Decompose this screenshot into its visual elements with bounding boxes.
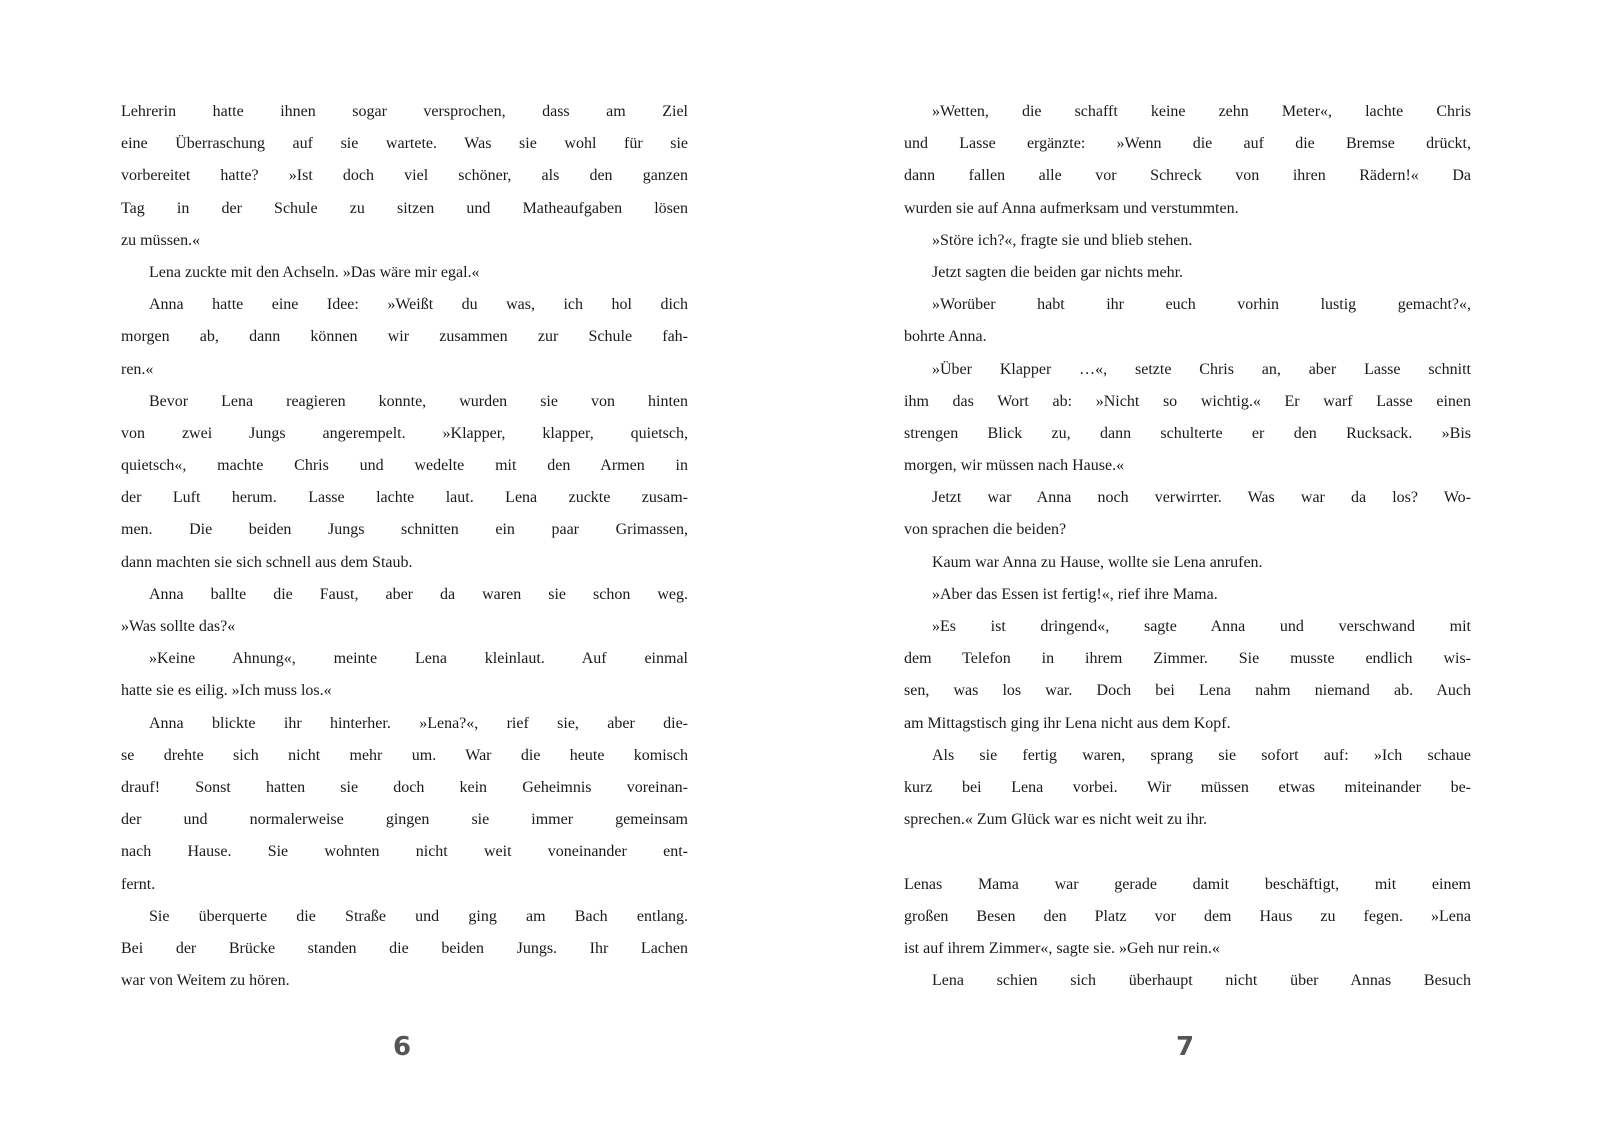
text-line: Bei der Brücke standen die beiden Jungs. Ihr Lachen <box>121 939 688 957</box>
left-page-text <box>121 103 688 1004</box>
text-line: Lena schien sich überhaupt nicht über Annas Besuch <box>932 972 1471 990</box>
text-line: fernt. <box>121 875 156 893</box>
text-line: war von Weitem zu hören. <box>121 972 290 990</box>
text-line: der und normalerweise gingen sie immer gemeinsam <box>121 811 688 829</box>
text-line <box>904 843 1471 875</box>
left-page-number: 6 <box>392 1032 412 1062</box>
text-line: der Luft herum. Lasse lachte laut. Lena zuckte zusam- <box>121 489 688 507</box>
text-line: Jetzt war Anna noch verwirrter. Was war da los? Wo- <box>932 489 1471 507</box>
text-line: sprechen.« Zum Glück war es nicht weit zu ihr. <box>904 811 1208 829</box>
right-page-number: 7 <box>1175 1032 1195 1062</box>
text-line: dem Telefon in ihrem Zimmer. Sie musste endlich wis- <box>904 650 1471 668</box>
text-line: großen Besen den Platz vor dem Haus zu fegen. »Lena <box>904 907 1471 925</box>
text-line: morgen ab, dann können wir zusammen zur Schule fah- <box>121 328 688 346</box>
text-line: Lehrerin hatte ihnen sogar versprochen, dass am Ziel <box>121 103 688 120</box>
text-line: quietsch«, machte Chris und wedelte mit den Armen in <box>121 457 688 475</box>
text-line: von sprachen die beiden? <box>904 521 1067 539</box>
text-line: sen, was los war. Doch bei Lena nahm niemand ab. Auch <box>904 682 1471 700</box>
text-line: Anna blickte ihr hinterher. »Lena?«, rief sie, aber die- <box>149 714 688 732</box>
text-line: »Keine Ahnung«, meinte Lena kleinlaut. Auf einmal <box>149 650 688 668</box>
text-line: »Störe ich?«, fragte sie und blieb stehen. <box>932 231 1193 249</box>
text-line: dann fallen alle vor Schreck von ihren Rädern!« Da <box>904 167 1471 185</box>
text-line: Anna ballte die Faust, aber da waren sie schon weg. <box>149 585 688 603</box>
text-line: »Über Klapper …«, setzte Chris an, aber Lasse schnitt <box>932 360 1471 378</box>
text-line: men. Die beiden Jungs schnitten ein paar Grimassen, <box>121 521 688 539</box>
text-line: strengen Blick zu, dann schulterte er den Rucksack. »Bis <box>904 424 1471 442</box>
text-line: ren.« <box>121 360 154 378</box>
text-line: se drehte sich nicht mehr um. War die heute komisch <box>121 746 688 764</box>
text-line: Anna hatte eine Idee: »Weißt du was, ich hol dich <box>149 296 688 314</box>
text-line: hatte sie es eilig. »Ich muss los.« <box>121 682 332 700</box>
right-page-text <box>904 103 1471 1004</box>
text-line: »Was sollte das?« <box>121 618 236 635</box>
text-line: Als sie fertig waren, sprang sie sofort auf: »Ich schaue <box>932 746 1471 764</box>
text-line: Bevor Lena reagieren konnte, wurden sie von hinten <box>149 392 688 410</box>
text-line: »Es ist dringend«, sagte Anna und verschwand mit <box>932 618 1471 635</box>
text-line: Kaum war Anna zu Hause, wollte sie Lena anrufen. <box>932 553 1263 571</box>
text-line: wurden sie auf Anna aufmerksam und verstummten. <box>904 199 1239 217</box>
text-line: zu müssen.« <box>121 231 201 249</box>
text-line: dann machten sie sich schnell aus dem Staub. <box>121 553 413 571</box>
text-line: ihm das Wort ab: »Nicht so wichtig.« Er warf Lasse einen <box>904 392 1471 410</box>
text-line: Lena zuckte mit den Achseln. »Das wäre mir egal.« <box>149 263 480 281</box>
text-line: Jetzt sagten die beiden gar nichts mehr. <box>932 263 1184 281</box>
text-line: »Wetten, die schafft keine zehn Meter«, lachte Chris <box>932 103 1471 120</box>
text-line: und Lasse ergänzte: »Wenn die auf die Bremse drückt, <box>904 135 1471 153</box>
text-line: »Aber das Essen ist fertig!«, rief ihre Mama. <box>932 585 1218 603</box>
text-line: morgen, wir müssen nach Hause.« <box>904 457 1125 475</box>
text-line: Lenas Mama war gerade damit beschäftigt, mit einem <box>904 875 1471 893</box>
text-line: vorbereitet hatte? »Ist doch viel schöner, als den ganzen <box>121 167 688 185</box>
text-line: eine Überraschung auf sie wartete. Was sie wohl für sie <box>121 135 688 153</box>
text-line: drauf! Sonst hatten sie doch kein Geheimnis voreinan- <box>121 778 688 796</box>
text-line: kurz bei Lena vorbei. Wir müssen etwas miteinander be- <box>904 778 1471 796</box>
text-line: bohrte Anna. <box>904 328 987 346</box>
text-line: Sie überquerte die Straße und ging am Bach entlang. <box>149 907 688 925</box>
text-line: Tag in der Schule zu sitzen und Matheaufgaben lösen <box>121 199 688 217</box>
text-line: nach Hause. Sie wohnten nicht weit voneinander ent- <box>121 843 688 861</box>
text-line: ist auf ihrem Zimmer«, sagte sie. »Geh nur rein.« <box>904 939 1220 957</box>
text-line: von zwei Jungs angerempelt. »Klapper, klapper, quietsch, <box>121 424 688 442</box>
text-line: am Mittagstisch ging ihr Lena nicht aus dem Kopf. <box>904 714 1231 732</box>
text-line: »Worüber habt ihr euch vorhin lustig gemacht?«, <box>932 296 1471 314</box>
